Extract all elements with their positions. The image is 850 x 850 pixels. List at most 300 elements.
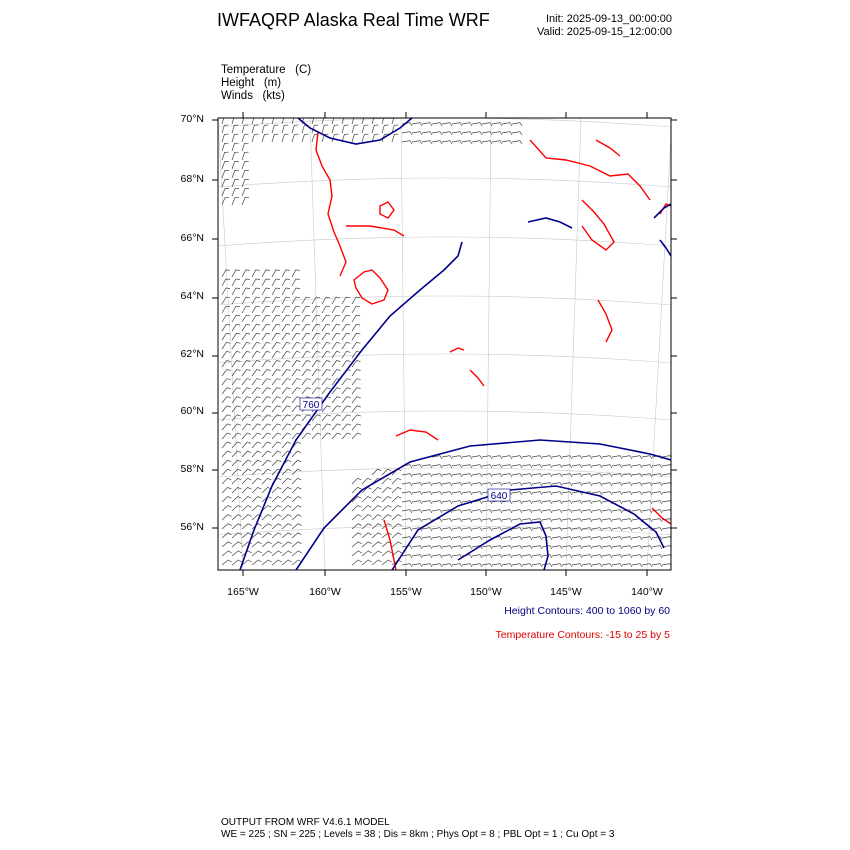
wind-barb: [252, 370, 261, 377]
wind-barb: [512, 546, 522, 549]
wind-barb: [542, 483, 552, 486]
wind-barb: [252, 506, 261, 512]
wind-barb: [292, 506, 301, 512]
lat-label: 68°N: [180, 173, 204, 185]
wind-barb: [232, 524, 242, 529]
wind-barb: [452, 483, 462, 486]
wind-barb: [262, 524, 272, 529]
wind-barb: [612, 546, 622, 549]
wind-barb: [552, 510, 562, 513]
wind-barb: [562, 528, 572, 531]
wind-barb: [572, 555, 582, 558]
wind-barb: [242, 306, 250, 313]
wind-barb: [522, 555, 532, 558]
wind-barb: [452, 510, 462, 513]
wind-barb: [402, 537, 412, 540]
wind-barb: [422, 564, 432, 567]
wind-barb: [382, 125, 388, 133]
lon-label: 160°W: [309, 586, 341, 598]
wind-barb: [282, 351, 290, 358]
wind-barb: [222, 388, 231, 394]
coastline: [218, 124, 671, 570]
wind-barb: [392, 497, 401, 503]
wind-barb: [292, 134, 298, 142]
wind-barb: [242, 451, 251, 457]
wind-barb: [542, 501, 552, 504]
wind-barb: [232, 351, 240, 358]
parallel-line: [218, 526, 671, 535]
wind-barb: [272, 460, 281, 466]
wind-barb: [342, 388, 351, 394]
wind-barb: [232, 560, 242, 565]
wind-barb: [622, 555, 632, 558]
wind-barb: [282, 134, 288, 142]
wind-barb: [272, 551, 282, 556]
wind-barb: [232, 487, 241, 493]
temperature-contours-note: Temperature Contours: -15 to 25 by 5: [495, 629, 670, 641]
wind-barb: [442, 564, 452, 567]
wind-barb: [352, 333, 360, 340]
wind-barb: [232, 542, 242, 547]
wind-barb: [592, 564, 602, 567]
wind-barb: [302, 433, 311, 439]
wind-barb: [292, 542, 302, 547]
wind-barb: [622, 564, 632, 567]
wind-barb: [642, 465, 652, 468]
wind-barb: [512, 537, 522, 540]
wind-barb: [312, 324, 320, 331]
wind-barb: [532, 501, 542, 504]
wind-barb: [222, 460, 231, 466]
wind-barb: [242, 180, 249, 188]
wind-barb: [292, 551, 302, 556]
wind-barb: [622, 501, 632, 504]
parallel-line: [218, 411, 671, 420]
legend-winds: Winds (kts): [221, 90, 285, 102]
wind-barb: [382, 116, 388, 124]
wind-barb: [232, 433, 241, 439]
wind-barb: [222, 342, 230, 349]
wind-barb: [372, 506, 381, 512]
wind-barb: [612, 555, 622, 558]
wind-barb: [362, 542, 372, 547]
wind-barb: [242, 442, 251, 448]
wind-barb: [252, 460, 261, 466]
wind-barb: [242, 143, 249, 151]
wind-barb: [462, 528, 472, 531]
wind-barb: [262, 478, 271, 484]
wind-barb: [242, 406, 251, 412]
wind-barb: [562, 555, 572, 558]
wind-barb: [382, 533, 392, 538]
wind-barb: [392, 506, 401, 512]
wind-barb: [352, 551, 362, 556]
wind-barb: [292, 515, 302, 520]
wind-barb: [542, 456, 552, 459]
wind-barb: [222, 279, 230, 286]
wind-barb: [272, 487, 281, 493]
wind-barb: [412, 492, 422, 495]
wind-barb: [312, 315, 320, 322]
wind-barb: [242, 333, 250, 340]
wind-barb: [482, 528, 492, 531]
wind-barb: [352, 116, 358, 124]
wind-barb: [612, 456, 622, 459]
wind-barb: [302, 361, 311, 368]
wind-barb: [392, 116, 398, 124]
canada-border: [556, 162, 671, 418]
wind-barb: [292, 460, 301, 466]
wind-barb: [632, 564, 642, 567]
wind-barb: [292, 351, 300, 358]
wind-barb: [512, 132, 522, 135]
wind-barb: [252, 560, 262, 565]
wind-barb: [432, 483, 442, 486]
wind-barb: [422, 555, 432, 558]
wind-barb: [242, 198, 249, 205]
wind-barb: [242, 487, 251, 493]
wind-barb: [442, 456, 452, 459]
wind-barb: [272, 315, 280, 322]
wind-barb: [232, 125, 238, 133]
wind-barb: [282, 487, 291, 493]
wind-barb: [222, 542, 232, 547]
wind-barb: [342, 324, 350, 331]
wind-barb: [282, 315, 290, 322]
wind-barb: [482, 123, 492, 126]
wind-barb: [592, 474, 602, 477]
wind-barb: [352, 134, 358, 142]
temperature-contours: [316, 132, 671, 570]
wind-barb: [452, 546, 462, 549]
wind-barb: [512, 456, 522, 459]
wind-barb: [602, 546, 612, 549]
wind-barb: [462, 474, 472, 477]
wind-barb: [642, 546, 652, 549]
wind-barb: [432, 474, 442, 477]
wind-barb: [232, 170, 239, 178]
wind-barb: [552, 555, 562, 558]
wind-barb: [262, 134, 268, 142]
wind-barb: [252, 388, 261, 394]
wind-barb: [252, 415, 261, 421]
wind-barb: [232, 324, 240, 331]
wind-barb: [282, 442, 291, 448]
wind-barb: [232, 469, 241, 475]
axis-ticks: [212, 112, 677, 576]
wind-barb: [252, 497, 261, 503]
wind-barb: [322, 424, 331, 430]
wind-barb: [272, 270, 280, 277]
wind-barb: [612, 465, 622, 468]
wind-barb: [592, 465, 602, 468]
wind-barb: [252, 442, 261, 448]
wind-barb: [292, 451, 301, 457]
wind-barb: [502, 546, 512, 549]
wind-barb: [252, 424, 261, 430]
wind-barb: [612, 537, 622, 540]
lon-label: 140°W: [631, 586, 663, 598]
lat-label: 66°N: [180, 232, 204, 244]
wind-barb: [252, 125, 258, 133]
wind-barb: [632, 555, 642, 558]
wind-barb: [402, 528, 412, 531]
wind-barb: [362, 134, 368, 142]
wind-barb: [472, 123, 482, 126]
wind-barb: [562, 501, 572, 504]
wind-barb: [412, 123, 422, 126]
wind-barb: [452, 528, 462, 531]
wind-barb: [372, 497, 381, 503]
wind-barb: [402, 501, 412, 504]
wind-barb: [472, 465, 482, 468]
wind-barb: [412, 546, 422, 549]
wind-barb: [352, 506, 361, 512]
wind-barb: [422, 123, 432, 126]
wind-barb: [222, 515, 232, 520]
aleutian-chain: [308, 526, 380, 560]
wind-barb: [262, 379, 271, 385]
wind-barb: [352, 388, 361, 394]
wind-barb: [242, 270, 250, 277]
wind-barb: [292, 361, 301, 368]
wind-barb: [282, 324, 290, 331]
wind-barb: [382, 497, 391, 503]
wind-barb: [602, 474, 612, 477]
wind-barb: [262, 542, 272, 547]
wind-barb: [242, 433, 251, 439]
wind-barb: [482, 555, 492, 558]
wind-barb: [492, 123, 502, 126]
wind-barb: [262, 415, 271, 421]
wind-barb: [282, 361, 291, 368]
wind-barb: [402, 483, 412, 486]
wind-barb: [572, 510, 582, 513]
wind-barb: [262, 397, 271, 403]
wind-barb: [552, 546, 562, 549]
wind-barb: [332, 424, 341, 430]
wind-barb: [572, 456, 582, 459]
wind-barb: [272, 370, 281, 377]
wind-barb: [282, 370, 291, 377]
wind-barb: [412, 132, 422, 135]
wind-barb: [222, 361, 231, 368]
wind-barb: [352, 397, 361, 403]
wind-barb: [632, 456, 642, 459]
wind-barb: [652, 474, 662, 477]
wind-barb: [222, 406, 231, 412]
wind-barb: [322, 370, 331, 377]
wind-barb: [262, 433, 271, 439]
wind-barb: [432, 465, 442, 468]
wind-barb: [592, 510, 602, 513]
wind-barb: [372, 469, 381, 475]
wind-barb: [222, 424, 231, 430]
wind-barb: [282, 533, 292, 538]
wind-barb: [282, 279, 290, 286]
wind-barb: [252, 478, 261, 484]
wind-barb: [362, 533, 372, 538]
wind-barb: [342, 297, 350, 304]
wind-barb: [562, 510, 572, 513]
wind-barb: [582, 483, 592, 486]
wind-barb: [592, 519, 602, 522]
wind-barb: [242, 324, 250, 331]
wind-barb: [232, 279, 240, 286]
wind-barb: [442, 465, 452, 468]
wind-barb: [522, 492, 532, 495]
wind-barb: [282, 524, 292, 529]
wind-barb: [342, 433, 351, 439]
wind-barb: [352, 478, 361, 484]
wind-barb: [362, 524, 372, 529]
wind-barb: [652, 483, 662, 486]
wind-barb: [242, 351, 250, 358]
wind-barb: [492, 519, 502, 522]
wind-barb: [272, 342, 280, 349]
wind-barb: [362, 560, 372, 565]
wind-barb: [352, 515, 362, 520]
wind-barb: [532, 555, 542, 558]
wind-barb: [582, 465, 592, 468]
wind-barb: [262, 361, 271, 368]
wind-barb: [272, 524, 282, 529]
model-footer: [221, 817, 614, 841]
wind-barb: [492, 555, 502, 558]
wind-barb: [552, 492, 562, 495]
wind-barb: [542, 465, 552, 468]
wind-barb: [442, 483, 452, 486]
wind-barb: [242, 361, 251, 368]
wind-barb: [262, 442, 271, 448]
wind-barb: [512, 564, 522, 567]
wind-barb: [322, 406, 331, 412]
wind-barb: [522, 456, 532, 459]
wind-barb: [272, 279, 280, 286]
wind-barb: [352, 370, 361, 377]
wind-barb: [232, 161, 239, 169]
lon-label: 155°W: [390, 586, 422, 598]
wind-barb: [282, 424, 291, 430]
wind-barb: [412, 510, 422, 513]
wind-barb: [522, 519, 532, 522]
wind-barb: [552, 564, 562, 567]
wind-barb: [412, 555, 422, 558]
wind-barb: [592, 456, 602, 459]
wind-barb: [592, 546, 602, 549]
wind-barb: [262, 279, 270, 286]
wind-barb: [622, 546, 632, 549]
wind-barb: [652, 501, 662, 504]
wind-barb: [232, 406, 241, 412]
wind-barb: [382, 515, 392, 520]
wind-barb: [282, 478, 291, 484]
wind-barb: [302, 134, 308, 142]
wind-barb: [362, 506, 371, 512]
wind-barb: [462, 141, 472, 144]
wind-barb: [232, 189, 239, 196]
wind-barb: [442, 555, 452, 558]
wind-barb: [542, 510, 552, 513]
wind-barb: [422, 492, 432, 495]
wind-barb: [472, 492, 482, 495]
wind-barb: [252, 315, 260, 322]
wind-barb: [342, 333, 350, 340]
wind-barb: [242, 515, 252, 520]
wind-barb: [272, 288, 280, 295]
wind-barb: [282, 497, 291, 503]
wind-barb: [642, 483, 652, 486]
wind-barb: [362, 125, 368, 133]
wind-barb: [612, 519, 622, 522]
wind-barb: [372, 116, 378, 124]
wind-barb: [452, 474, 462, 477]
wind-barb: [462, 492, 472, 495]
wind-barb: [252, 297, 260, 304]
wind-barb: [312, 333, 320, 340]
wind-barb: [242, 524, 252, 529]
wind-barb: [252, 487, 261, 493]
parallel-line: [218, 237, 671, 246]
wind-barb: [652, 564, 662, 567]
wind-barb: [342, 415, 351, 421]
wind-barb: [412, 474, 422, 477]
parallel-line: [218, 468, 671, 477]
wind-barb: [262, 125, 268, 133]
wind-barb: [232, 460, 241, 466]
wind-barb: [242, 424, 251, 430]
wind-barb: [442, 546, 452, 549]
wind-barb: [242, 342, 250, 349]
wind-barb: [232, 497, 241, 503]
wind-barb: [622, 537, 632, 540]
wind-barb: [242, 370, 251, 377]
wind-barb: [632, 546, 642, 549]
wind-barb: [252, 433, 261, 439]
wind-barb: [242, 189, 249, 196]
bristol-bay-coast: [240, 426, 360, 570]
wind-barb: [592, 483, 602, 486]
wind-barb: [242, 478, 251, 484]
wind-barb: [472, 519, 482, 522]
wind-barb: [462, 564, 472, 567]
wind-barb: [282, 397, 291, 403]
wind-barb: [472, 537, 482, 540]
wind-barb: [342, 397, 351, 403]
wind-barb: [432, 528, 442, 531]
wind-barb: [352, 125, 358, 133]
wind-barb: [252, 324, 260, 331]
wind-barb: [612, 492, 622, 495]
wind-barb: [312, 433, 321, 439]
wind-barb: [292, 487, 301, 493]
contour-label-760: [300, 398, 322, 411]
wind-barb: [252, 279, 260, 286]
wind-barb: [272, 125, 278, 133]
wind-barb: [392, 533, 402, 538]
wind-barb: [562, 465, 572, 468]
wind-barb: [482, 132, 492, 135]
wind-barb: [532, 465, 542, 468]
wind-barb: [372, 515, 382, 520]
contour-label-640: [488, 489, 510, 502]
wind-barb: [372, 542, 382, 547]
wind-barb: [272, 306, 280, 313]
wind-barb: [222, 469, 231, 475]
wind-barb: [262, 342, 270, 349]
wind-barb: [342, 315, 350, 322]
wind-barb: [572, 537, 582, 540]
